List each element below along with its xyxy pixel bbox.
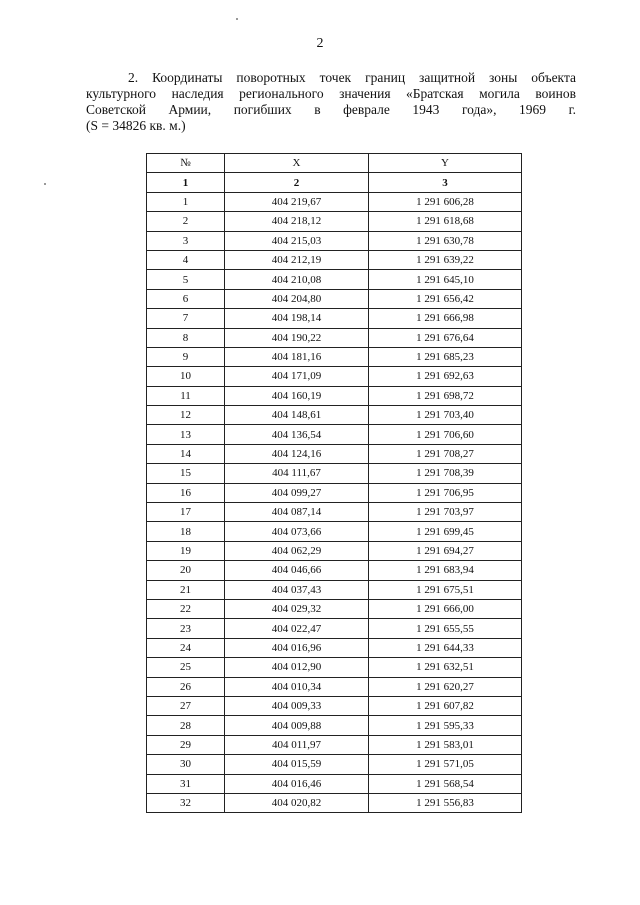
table-row [147,309,522,328]
cell-number: 20 [147,561,225,580]
table-row [147,774,522,793]
cell-y: 1 291 645,10 [369,270,522,289]
cell-number: 11 [147,386,225,405]
table-row [147,289,522,308]
cell-x: 404 010,34 [225,677,369,696]
cell-number: 10 [147,367,225,386]
cell-y: 1 291 630,78 [369,231,522,250]
table-row [147,231,522,250]
table-row [147,755,522,774]
cell-number: 4 [147,250,225,269]
caption-line: Советской Армии, погибших в феврале 1943 года», 1969 г. [86,102,576,117]
cell-number: 22 [147,599,225,618]
cell-number: 18 [147,522,225,541]
caption-line: (S = 34826 кв. м.) [86,118,186,133]
cell-y: 1 291 556,83 [369,793,522,812]
cell-y: 1 291 708,39 [369,464,522,483]
table-row [147,367,522,386]
table-row [147,638,522,657]
cell-number: 27 [147,696,225,715]
coordinates-table [146,153,522,813]
cell-y: 1 291 666,98 [369,309,522,328]
header-number: № [147,154,225,173]
table-row [147,716,522,735]
cell-number: 17 [147,503,225,522]
cell-x: 404 210,08 [225,270,369,289]
cell-y: 1 291 683,94 [369,561,522,580]
table-row [147,503,522,522]
header-row [147,154,522,173]
cell-y: 1 291 675,51 [369,580,522,599]
cell-x: 404 020,82 [225,793,369,812]
cell-y: 1 291 692,63 [369,367,522,386]
column-number: 3 [369,173,522,192]
table-row [147,619,522,638]
cell-number: 31 [147,774,225,793]
cell-number: 3 [147,231,225,250]
table-row [147,696,522,715]
cell-x: 404 136,54 [225,425,369,444]
caption-line: культурного наследия регионального значения «Братская могила воинов [86,86,576,101]
cell-x: 404 198,14 [225,309,369,328]
caption-line: 2. Координаты поворотных точек границ защитной зоны объекта [128,70,576,85]
table-row [147,541,522,560]
cell-x: 404 087,14 [225,503,369,522]
table-row [147,328,522,347]
cell-number: 25 [147,658,225,677]
cell-x: 404 009,33 [225,696,369,715]
cell-y: 1 291 666,00 [369,599,522,618]
cell-number: 19 [147,541,225,560]
cell-x: 404 204,80 [225,289,369,308]
table-row [147,386,522,405]
cell-x: 404 009,88 [225,716,369,735]
table-row [147,599,522,618]
cell-x: 404 099,27 [225,483,369,502]
cell-number: 29 [147,735,225,754]
cell-y: 1 291 639,22 [369,250,522,269]
cell-x: 404 029,32 [225,599,369,618]
cell-number: 9 [147,347,225,366]
table-row [147,735,522,754]
cell-x: 404 111,67 [225,464,369,483]
cell-y: 1 291 595,33 [369,716,522,735]
cell-x: 404 160,19 [225,386,369,405]
table-body [147,192,522,813]
table-row [147,677,522,696]
table-row [147,522,522,541]
page-number: 2 [316,36,324,51]
cell-number: 28 [147,716,225,735]
cell-x: 404 046,66 [225,561,369,580]
cell-x: 404 181,16 [225,347,369,366]
cell-y: 1 291 583,01 [369,735,522,754]
column-number-row [147,173,522,192]
table-row [147,212,522,231]
cell-x: 404 073,66 [225,522,369,541]
cell-number: 23 [147,619,225,638]
table-row [147,561,522,580]
cell-x: 404 011,97 [225,735,369,754]
header-y: Y [369,154,522,173]
cell-y: 1 291 694,27 [369,541,522,560]
cell-x: 404 016,46 [225,774,369,793]
cell-number: 16 [147,483,225,502]
table-row [147,347,522,366]
cell-x: 404 171,09 [225,367,369,386]
cell-number: 32 [147,793,225,812]
cell-y: 1 291 699,45 [369,522,522,541]
cell-x: 404 219,67 [225,192,369,211]
cell-number: 2 [147,212,225,231]
table-row [147,192,522,211]
cell-x: 404 218,12 [225,212,369,231]
cell-number: 5 [147,270,225,289]
header-x: X [225,154,369,173]
table-row [147,250,522,269]
cell-y: 1 291 698,72 [369,386,522,405]
cell-x: 404 148,61 [225,406,369,425]
cell-x: 404 215,03 [225,231,369,250]
cell-y: 1 291 685,23 [369,347,522,366]
cell-x: 404 124,16 [225,444,369,463]
table-row [147,425,522,444]
cell-y: 1 291 676,64 [369,328,522,347]
column-number: 1 [147,173,225,192]
cell-y: 1 291 703,40 [369,406,522,425]
cell-number: 30 [147,755,225,774]
cell-number: 24 [147,638,225,657]
cell-y: 1 291 703,97 [369,503,522,522]
cell-y: 1 291 644,33 [369,638,522,657]
cell-x: 404 062,29 [225,541,369,560]
table-row [147,793,522,812]
cell-x: 404 190,22 [225,328,369,347]
table-row [147,464,522,483]
cell-number: 6 [147,289,225,308]
table-row [147,270,522,289]
table-row [147,406,522,425]
scan-speck [44,183,46,185]
cell-y: 1 291 632,51 [369,658,522,677]
cell-number: 26 [147,677,225,696]
cell-y: 1 291 620,27 [369,677,522,696]
cell-number: 14 [147,444,225,463]
cell-x: 404 212,19 [225,250,369,269]
cell-number: 15 [147,464,225,483]
table-row [147,658,522,677]
cell-y: 1 291 708,27 [369,444,522,463]
cell-y: 1 291 706,60 [369,425,522,444]
cell-y: 1 291 656,42 [369,289,522,308]
cell-x: 404 037,43 [225,580,369,599]
cell-y: 1 291 706,95 [369,483,522,502]
table-row [147,580,522,599]
cell-number: 1 [147,192,225,211]
cell-number: 12 [147,406,225,425]
cell-x: 404 016,96 [225,638,369,657]
cell-number: 21 [147,580,225,599]
column-number: 2 [225,173,369,192]
cell-y: 1 291 606,28 [369,192,522,211]
cell-y: 1 291 568,54 [369,774,522,793]
cell-y: 1 291 607,82 [369,696,522,715]
table-header [147,154,522,193]
cell-y: 1 291 655,55 [369,619,522,638]
document-caption [86,70,576,134]
cell-number: 13 [147,425,225,444]
cell-number: 8 [147,328,225,347]
cell-y: 1 291 618,68 [369,212,522,231]
table-row [147,483,522,502]
table-row [147,444,522,463]
scan-speck [236,18,238,20]
cell-x: 404 022,47 [225,619,369,638]
cell-x: 404 012,90 [225,658,369,677]
cell-number: 7 [147,309,225,328]
cell-x: 404 015,59 [225,755,369,774]
cell-y: 1 291 571,05 [369,755,522,774]
